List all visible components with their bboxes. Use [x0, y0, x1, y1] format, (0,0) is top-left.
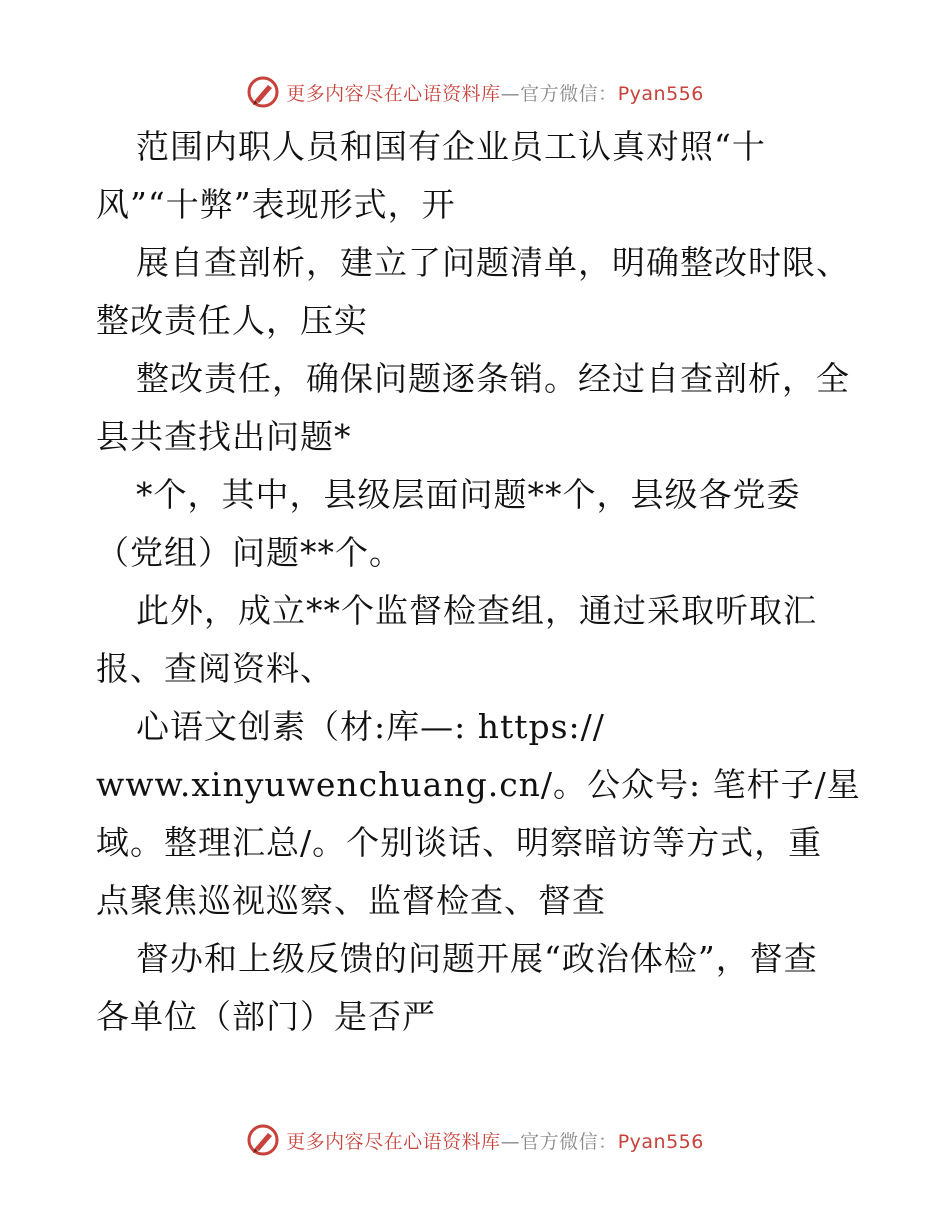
footer-banner-id: Pyan556 [617, 1130, 704, 1153]
body-line: 报、查阅资料、 [96, 649, 334, 688]
body-line: 此外，成立**个监督检查组，通过采取听取汇 [136, 591, 817, 630]
footer-banner-grey: —官方微信： [500, 1130, 618, 1153]
header-banner [0, 72, 950, 112]
body-line: 范围内职人员和国有企业员工认真对照“十 [136, 127, 766, 166]
footer-banner-red: 更多内容尽在心语资料库 [286, 1130, 501, 1153]
body-line: 域。整理汇总/。个别谈话、明察暗访等方式，重 [96, 823, 823, 862]
footer-banner-text [286, 1127, 704, 1154]
body-line: *个，其中，县级层面问题**个，县级各党委 [136, 475, 801, 514]
body-line: 县共查找出问题* [96, 417, 352, 456]
pen-logo-icon [246, 75, 280, 109]
header-banner-red: 更多内容尽在心语资料库 [286, 82, 501, 105]
body-line: 点聚焦巡视巡察、监督检查、督查 [96, 881, 606, 920]
body-line: （党组）问题**个。 [96, 533, 403, 572]
header-banner-id: Pyan556 [617, 82, 704, 105]
document-body [96, 118, 866, 1046]
header-banner-grey: —官方微信： [500, 82, 618, 105]
body-line: 整改责任，确保问题逐条销。经过自查剖析，全 [136, 359, 850, 398]
header-banner-text [286, 79, 704, 106]
body-line: 心语文创素（材:库—: https:// [136, 707, 605, 746]
body-line: 风”“十弊”表现形式，开 [96, 185, 456, 224]
body-line: 各单位（部门）是否严 [96, 997, 436, 1036]
body-line: 整改责任人，压实 [96, 301, 368, 340]
body-line: 展自查剖析，建立了问题清单，明确整改时限、 [136, 243, 850, 282]
pen-logo-icon [246, 1123, 280, 1157]
footer-banner [0, 1120, 950, 1160]
body-line: www.xinyuwenchuang.cn/。公众号: 笔杆子/星 [96, 765, 861, 804]
body-line: 督办和上级反馈的问题开展“政治体检”，督查 [136, 939, 818, 978]
